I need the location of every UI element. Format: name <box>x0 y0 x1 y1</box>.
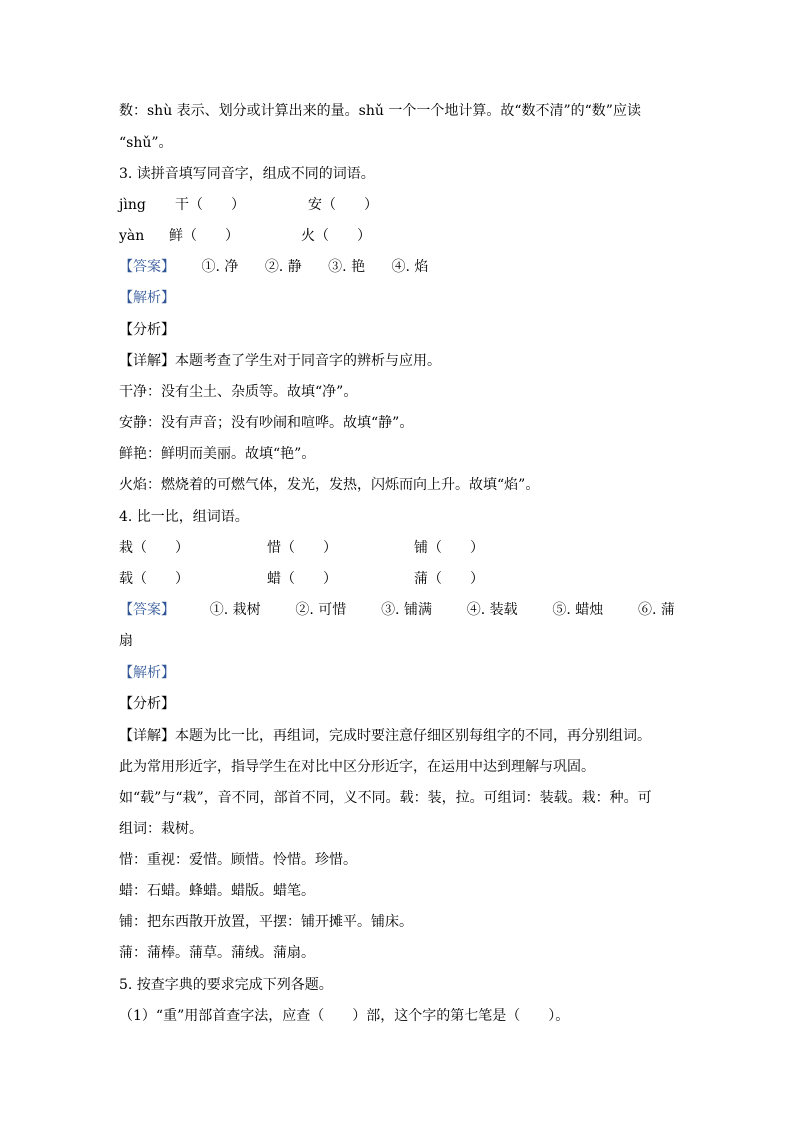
q4-explanation-line: 组词：栽树。 <box>119 821 203 837</box>
q4-answer: ⑤. 蜡烛 <box>552 602 604 618</box>
q4-answer: ①. 栽树 <box>209 602 261 618</box>
q4-analysis-label: 【解析】 <box>119 665 175 681</box>
q3-detail-text: 本题考查了学生对于同音字的辨析与应用。 <box>175 353 441 369</box>
q4-explanation: 铺：把东西散开放置，平摆：铺开摊平。铺床。 <box>119 914 413 930</box>
q3-answer: ①. 净 <box>201 259 239 275</box>
q3-explanation: 火焰：燃烧着的可燃气体，发光，发热，闪烁而向上升。故填“焰”。 <box>119 477 540 493</box>
q3-row1 <box>119 195 419 215</box>
q3-answer: ②. 静 <box>264 259 302 275</box>
q4-explanation: 蜡：石蜡。蜂蜡。蜡版。蜡笔。 <box>119 883 315 899</box>
q4-row2 <box>119 569 539 589</box>
q4-answer-wrap: 扇 <box>119 633 133 649</box>
q3-row2-pinyin: yàn <box>119 228 145 244</box>
q3-explanation: 干净：没有尘土、杂质等。故填“净”。 <box>119 384 358 400</box>
q3-answer-line <box>119 257 428 277</box>
question-5-title: 5. 按查字典的要求完成下列各题。 <box>119 977 333 993</box>
q3-explanation: 安静：没有声音；没有吵闹和喧哗。故填“静”。 <box>119 415 414 431</box>
question-3-title: 3. 读拼音填写同音字，组成不同的词语。 <box>119 166 375 182</box>
q4-blank: 惜（ ） <box>267 540 337 556</box>
q4-blank: 载（ ） <box>119 571 189 587</box>
q4-detail-line <box>119 726 651 746</box>
q4-answer-line <box>119 600 675 620</box>
q3-detail-line <box>119 351 441 371</box>
question-5-sub1: （1）“重”用部首查字法，应查（ ）部，这个字的第七笔是（ ）。 <box>119 1008 570 1024</box>
q3-row1-blank-b: 安（ ） <box>308 197 378 213</box>
shu-explanation-line2: “shǔ”。 <box>119 135 173 151</box>
answer-label: 【答案】 <box>119 602 175 618</box>
q3-row2 <box>119 226 419 246</box>
q4-row1 <box>119 538 539 558</box>
q3-answer: ④. 焰 <box>391 259 429 275</box>
shu-explanation-line1: 数：shù 表示、划分或计算出来的量。shǔ 一个一个地计算。故“数不清”的“数”应读 <box>119 103 641 119</box>
q3-row2-blank-a: 鲜（ ） <box>169 228 239 244</box>
q4-detail-text: 本题为比一比，再组词，完成时要注意仔细区别每组字的不同，再分别组词。 <box>175 728 651 744</box>
q3-row2-blank-b: 火（ ） <box>301 228 371 244</box>
q4-explanation-line: 此为常用形近字，指导学生在对比中区分形近字，在运用中达到理解与巩固。 <box>119 759 595 775</box>
q3-fenxi-label: 【分析】 <box>119 322 175 338</box>
q4-blank: 蜡（ ） <box>267 571 337 587</box>
question-4-title: 4. 比一比，组词语。 <box>119 509 249 525</box>
q4-explanation-line: 如“载”与“栽”，音不同，部首不同，义不同。载：装，拉。可组词：装载。栽：种。可 <box>119 790 652 806</box>
q3-explanation: 鲜艳：鲜明而美丽。故填“艳”。 <box>119 446 316 462</box>
q3-answer: ③. 艳 <box>328 259 366 275</box>
q4-blank: 铺（ ） <box>414 540 484 556</box>
q3-row1-pinyin: jìng <box>119 197 146 213</box>
q4-fenxi-label: 【分析】 <box>119 696 175 712</box>
q4-answer: ④. 装载 <box>466 602 518 618</box>
answer-label: 【答案】 <box>119 259 175 275</box>
detail-label: 【详解】 <box>119 353 175 369</box>
q4-explanation: 蒲：蒲棒。蒲草。蒲绒。蒲扇。 <box>119 945 315 961</box>
q3-row1-blank-a: 干（ ） <box>175 197 245 213</box>
q3-analysis-label: 【解析】 <box>119 290 175 306</box>
q4-blank: 蒲（ ） <box>414 571 484 587</box>
q4-answer: ②. 可惜 <box>295 602 347 618</box>
q4-blank: 栽（ ） <box>119 540 189 556</box>
q4-answer: ⑥. 蒲 <box>638 602 675 618</box>
detail-label: 【详解】 <box>119 728 175 744</box>
q4-answer: ③. 铺满 <box>381 602 432 618</box>
q4-explanation: 惜：重视：爱惜。顾惜。怜惜。珍惜。 <box>119 852 357 868</box>
